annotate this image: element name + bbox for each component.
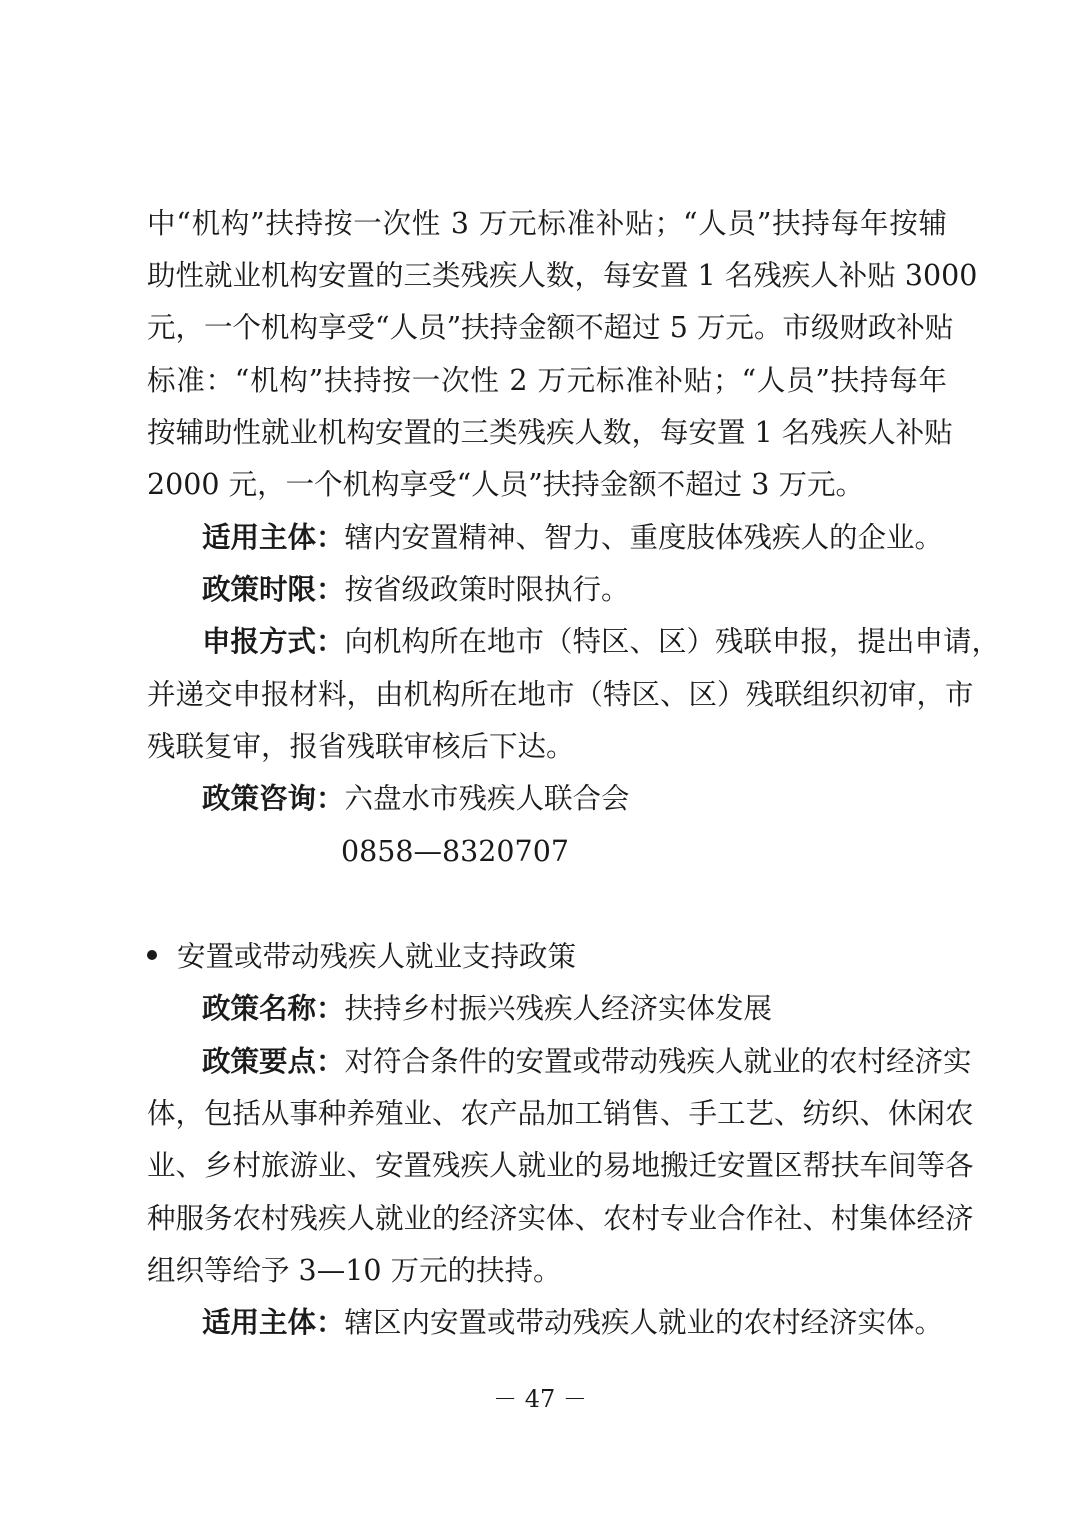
consult-phone: 0858—8320707 [341, 835, 569, 868]
applicable-text: 辖区内安置或带动残疾人就业的农村经济实体。 [344, 1306, 944, 1339]
policy-points [202, 1042, 972, 1082]
section-heading-text: 安置或带动残疾人就业支持政策 [177, 940, 577, 973]
policy-time-limit [202, 570, 947, 610]
policy-consult [202, 779, 947, 819]
paragraph-line: 中“机构”扶持按一次性 3 万元标准补贴；“人员”扶持每年按辅 [147, 207, 947, 240]
applicable-label: 适用主体： [202, 521, 345, 554]
policy-name [202, 989, 947, 1029]
applicable-text: 辖内安置精神、智力、重度肢体残疾人的企业。 [344, 521, 944, 554]
paragraph-line: 体，包括从事种养殖业、农产品加工销售、手工艺、纺织、休闲农 [147, 1097, 974, 1130]
paragraph-line: 组织等给予 3—10 万元的扶持。 [147, 1254, 562, 1287]
policy-name-text: 扶持乡村振兴残疾人经济实体发展 [344, 992, 773, 1025]
consult-label: 政策咨询： [202, 782, 345, 815]
applicable-entity [202, 1303, 947, 1343]
apply-method-text: 向机构所在地市（特区、区）残联申报，提出申请， [344, 625, 1001, 658]
paragraph-line: 业、乡村旅游业、安置残疾人就业的易地搬迁安置区帮扶车间等各 [147, 1149, 974, 1182]
paragraph-line: 标准：“机构”扶持按一次性 2 万元标准补贴；“人员”扶持每年 [147, 364, 947, 397]
paragraph-line: 助性就业机构安置的三类残疾人数，每安置 1 名残疾人补贴 3000 [147, 259, 978, 292]
apply-method [202, 622, 1001, 662]
consult-org: 六盘水市残疾人联合会 [344, 782, 630, 815]
paragraph-line: 元，一个机构享受“人员”扶持金额不超过 5 万元。市级财政补贴 [147, 311, 954, 344]
policy-name-label: 政策名称： [202, 992, 345, 1025]
time-limit-text: 按省级政策时限执行。 [344, 573, 630, 606]
paragraph-line: 残联复审，报省残联审核后下达。 [147, 730, 575, 763]
bullet-icon [147, 950, 157, 960]
policy-points-text: 对符合条件的安置或带动残疾人就业的农村经济实 [344, 1045, 972, 1078]
apply-method-label: 申报方式： [202, 625, 345, 658]
paragraph-line: 种服务农村残疾人就业的经济实体、农村专业合作社、村集体经济 [147, 1202, 974, 1235]
paragraph-line: 按辅助性就业机构安置的三类残疾人数，每安置 1 名残疾人补贴 [147, 416, 953, 449]
paragraph-line: 并递交申报材料，由机构所在地市（特区、区）残联组织初审，市 [147, 678, 974, 711]
policy-points-label: 政策要点： [202, 1045, 345, 1078]
applicable-label: 适用主体： [202, 1306, 345, 1339]
section-heading [147, 937, 576, 977]
time-limit-label: 政策时限： [202, 573, 345, 606]
paragraph-line: 2000 元，一个机构享受“人员”扶持金额不超过 3 万元。 [147, 468, 864, 501]
page-number: － 47 － [493, 1385, 587, 1413]
applicable-entity [202, 518, 947, 558]
